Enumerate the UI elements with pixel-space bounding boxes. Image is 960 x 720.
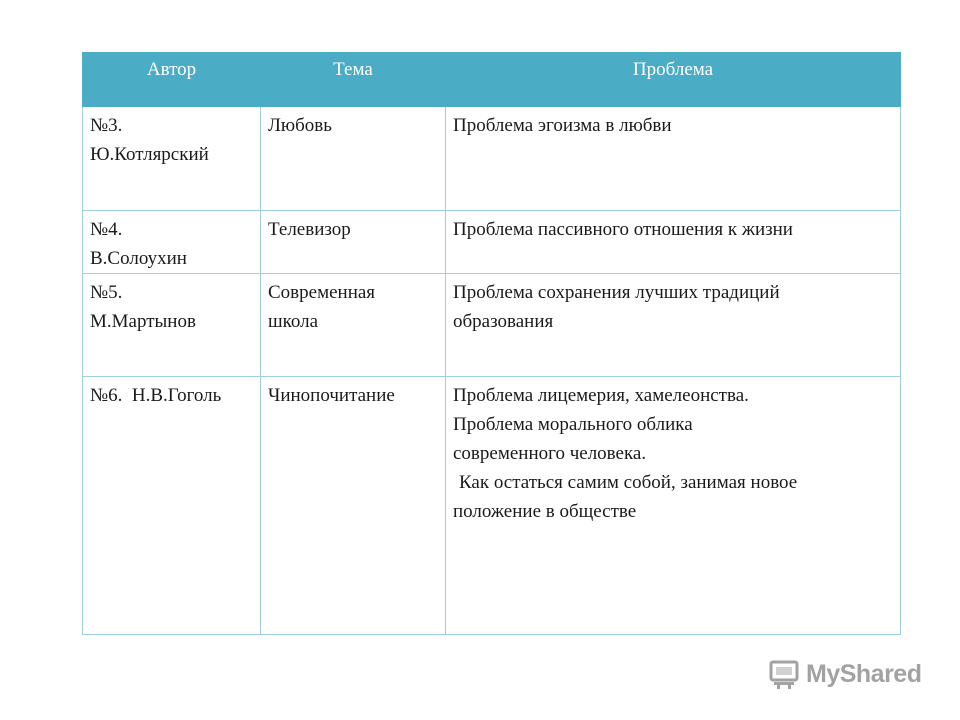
author-number: №3. (90, 115, 123, 136)
problem-text: Проблема эгоизма в любви (453, 115, 672, 136)
myshared-watermark (768, 656, 921, 692)
problem-text-line-1: Проблема лицемерия, хамелеонства. (453, 385, 749, 406)
problem-text-line-5: положение в обществе (453, 501, 637, 522)
author-name: М.Мартынов (90, 311, 196, 332)
problem-text-line-2: Проблема морального облика (453, 414, 693, 435)
theme-cell (261, 211, 446, 274)
theme-text-line-1: Современная (268, 282, 376, 303)
author-name: В.Солоухин (90, 248, 187, 269)
problem-text-line-2: образования (453, 311, 554, 332)
author-name: Ю.Котлярский (90, 144, 209, 165)
data-table (82, 52, 901, 635)
problem-cell (446, 211, 901, 274)
table-row (83, 107, 901, 211)
author-cell (83, 107, 261, 211)
theme-cell (261, 107, 446, 211)
problem-text-line-4: Как остаться самим собой, занимая новое (459, 472, 798, 493)
theme-cell (261, 377, 446, 635)
problem-cell (446, 107, 901, 211)
problem-cell (446, 274, 901, 377)
author-cell (83, 377, 261, 635)
header-author: Автор (83, 53, 261, 107)
problem-text: Проблема пассивного отношения к жизни (453, 219, 793, 240)
table-row (83, 377, 901, 635)
theme-cell (261, 274, 446, 377)
theme-text: Любовь (268, 115, 332, 136)
author-number: №5. (90, 282, 123, 303)
problem-cell (446, 377, 901, 635)
header-row (83, 53, 901, 107)
author-number: №4. (90, 219, 123, 240)
theme-text-line-2: школа (268, 311, 319, 332)
author-cell (83, 211, 261, 274)
myshared-logo-icon (768, 657, 802, 691)
author-name: №6. Н.В.Гоголь (90, 385, 222, 406)
table-row (83, 211, 901, 274)
theme-text: Телевизор (268, 219, 351, 240)
problem-text-line-3: современного человека. (453, 443, 647, 464)
header-problem: Проблема (446, 53, 901, 107)
theme-text: Чинопочитание (268, 385, 395, 406)
header-theme: Тема (261, 53, 446, 107)
myshared-logo-text: MyShared (806, 659, 922, 688)
table-row (83, 274, 901, 377)
author-cell (83, 274, 261, 377)
problem-text-line-1: Проблема сохранения лучших традиций (453, 282, 780, 303)
